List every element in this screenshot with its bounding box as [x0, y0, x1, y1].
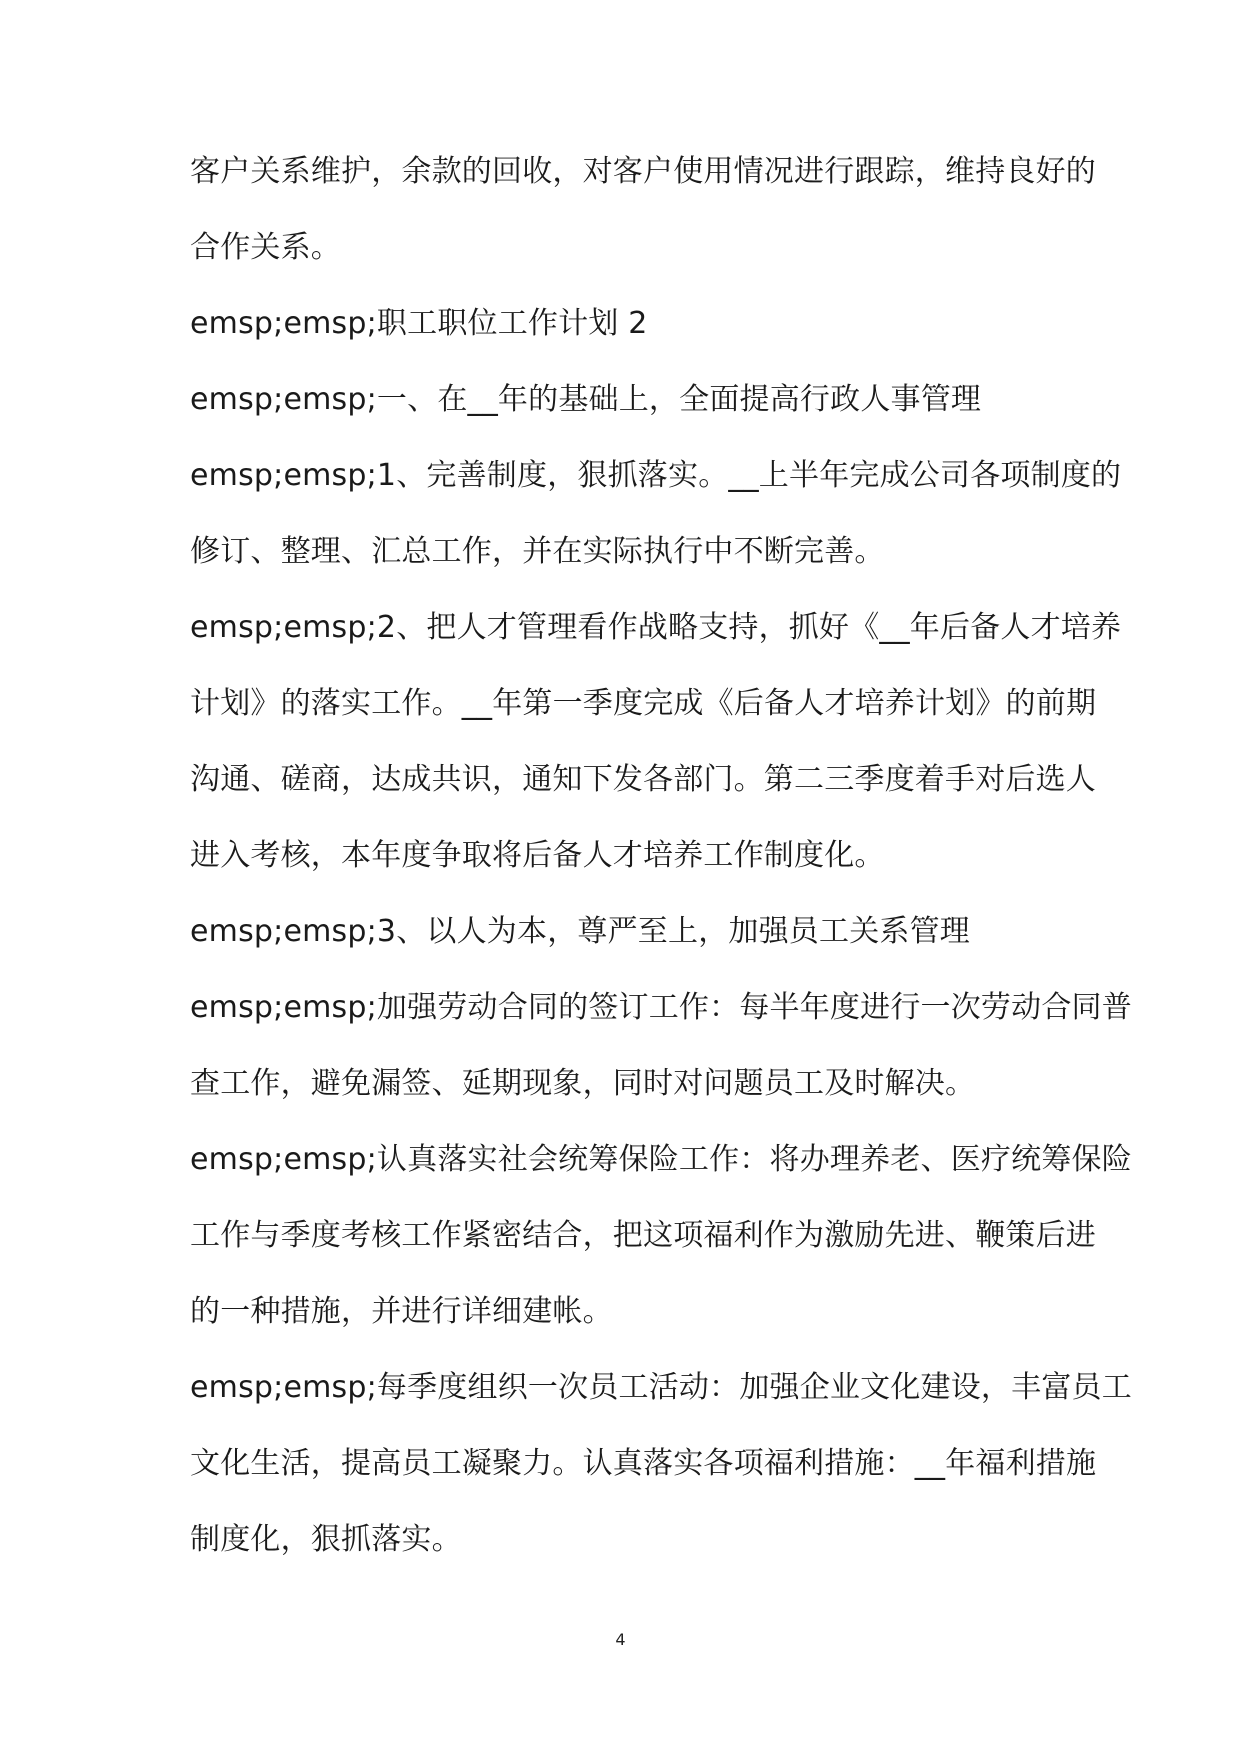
text-line: emsp;emsp;3、以人为本，尊严至上，加强员工关系管理 — [190, 914, 971, 949]
text-line: 计划》的落实工作。__年第一季度完成《后备人才培养计划》的前期 — [190, 686, 1097, 721]
text-line: emsp;emsp;认真落实社会统筹保险工作：将办理养老、医疗统筹保险 — [190, 1142, 1132, 1177]
text-line: 工作与季度考核工作紧密结合，把这项福利作为激励先进、鞭策后进 — [190, 1218, 1096, 1253]
text-line: 进入考核，本年度争取将后备人才培养工作制度化。 — [190, 838, 885, 873]
text-line: emsp;emsp;加强劳动合同的签订工作：每半年度进行一次劳动合同普 — [190, 990, 1132, 1025]
text-line: emsp;emsp;2、把人才管理看作战略支持，抓好《__年后备人才培养 — [190, 610, 1122, 645]
text-line: emsp;emsp;1、完善制度，狠抓落实。__上半年完成公司各项制度的 — [190, 458, 1122, 493]
text-line: 修订、整理、汇总工作，并在实际执行中不断完善。 — [190, 534, 885, 569]
section-heading: emsp;emsp;职工职位工作计划 2 — [190, 306, 648, 341]
text-line: 查工作，避免漏签、延期现象，同时对问题员工及时解决。 — [190, 1066, 976, 1101]
text-line: 文化生活，提高员工凝聚力。认真落实各项福利措施：__年福利措施 — [190, 1446, 1097, 1481]
page-number: 4 — [615, 1630, 626, 1649]
text-line: emsp;emsp;每季度组织一次员工活动：加强企业文化建设，丰富员工 — [190, 1370, 1132, 1405]
text-line: 客户关系维护，余款的回收，对客户使用情况进行跟踪，维持良好的 — [190, 154, 1096, 189]
text-line: 的一种措施，并进行详细建帐。 — [190, 1294, 613, 1329]
text-line: 制度化，狠抓落实。 — [190, 1522, 462, 1557]
document-body — [190, 148, 1132, 1592]
text-line: 沟通、磋商，达成共识，通知下发各部门。第二三季度着手对后选人 — [190, 762, 1096, 797]
text-line: emsp;emsp;一、在__年的基础上，全面提高行政人事管理 — [190, 382, 982, 417]
text-line: 合作关系。 — [190, 230, 341, 265]
